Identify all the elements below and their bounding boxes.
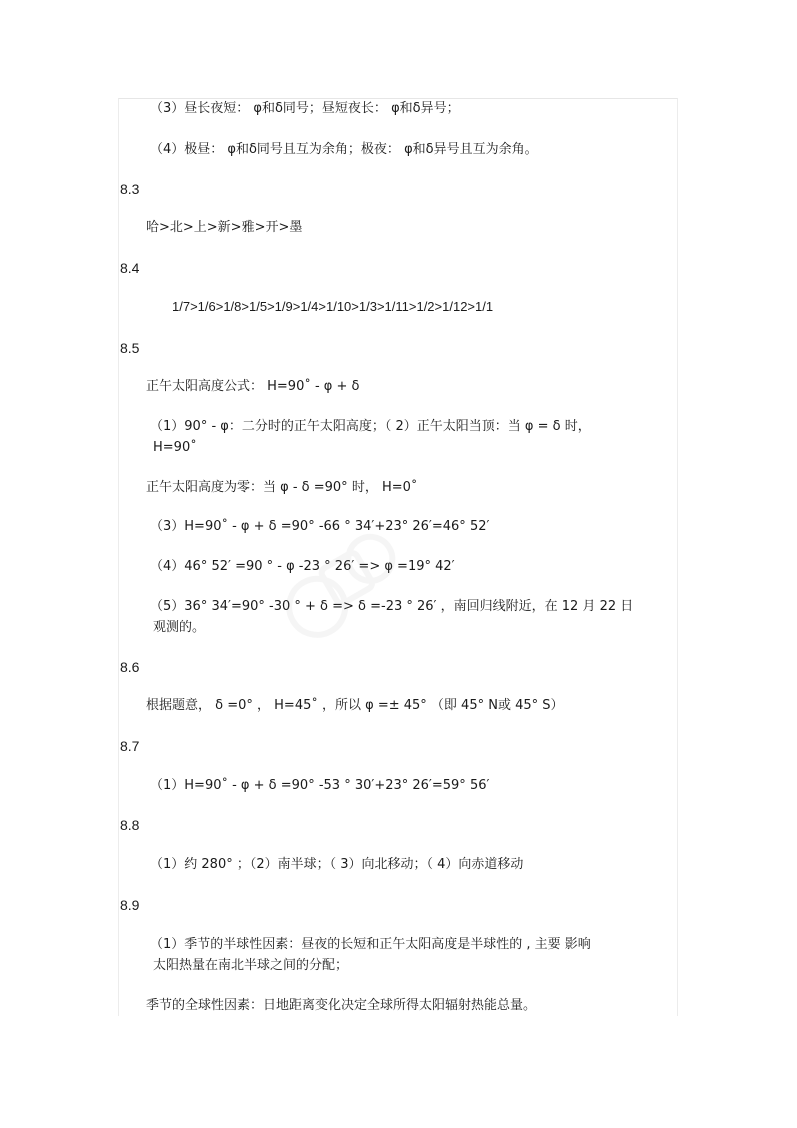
section-heading: 8.4	[120, 260, 140, 276]
answer-line: （4）极昼： φ和δ同号且互为余角；极夜： φ和δ异号且互为余角。	[150, 142, 538, 157]
section-heading: 8.6	[120, 659, 140, 675]
section-heading: 8.3	[120, 181, 140, 197]
answer-line: （4）46° 52′ =90 ° - φ -23 ° 26′ => φ =19° 42′	[150, 559, 455, 574]
answer-line: 正午太阳高度公式： H=90˚ - φ + δ	[146, 379, 360, 394]
section-heading: 8.8	[120, 817, 140, 833]
answer-line: 正午太阳高度为零：当 φ - δ =90° 时， H=0˚	[146, 480, 418, 495]
answer-line: （1）季节的半球性因素：昼夜的长短和正午太阳高度是半球性的 , 主要 影响	[150, 937, 591, 952]
answer-line: H=90˚	[153, 440, 197, 455]
section-heading: 8.9	[120, 897, 140, 913]
answer-line: 观测的。	[153, 620, 206, 635]
section-heading: 8.5	[120, 340, 140, 356]
answer-line: 太阳热量在南北半球之间的分配；	[153, 958, 349, 973]
section-heading: 8.7	[120, 738, 140, 754]
answer-line: （3）昼长夜短： φ和δ同号；昼短夜长： φ和δ异号；	[150, 101, 460, 116]
answer-line: （1）H=90˚ - φ + δ =90° -53 ° 30′+23° 26′=59° 56′	[150, 778, 490, 793]
answer-line: 季节的全球性因素：日地距离变化决定全球所得太阳辐射热能总量。	[146, 998, 537, 1013]
answer-line: （5）36° 34′=90° -30 ° + δ => δ =-23 ° 26′ ，南回归线附近，在 12 月 22 日	[150, 599, 634, 614]
answer-line: 根据题意， δ =0° ， H=45˚ ，所以 φ =± 45° （即 45° N或 45° S）	[146, 698, 564, 713]
answer-line: （1）约 280° ；（2）南半球；（ 3）向北移动；（ 4）向赤道移动	[150, 857, 524, 872]
answer-line: （3）H=90˚ - φ + δ =90° -66 ° 34′+23° 26′=46° 52′	[150, 519, 490, 534]
answer-line: （1）90° - φ：二分时的正午太阳高度；（ 2）正午太阳当顶：当 φ = δ 时，	[150, 419, 591, 434]
answer-line: 哈>北>上>新>雅>开>墨	[146, 220, 303, 235]
answer-line: 1/7>1/6>1/8>1/5>1/9>1/4>1/10>1/3>1/11>1/2>1/12>1/1	[172, 299, 494, 314]
